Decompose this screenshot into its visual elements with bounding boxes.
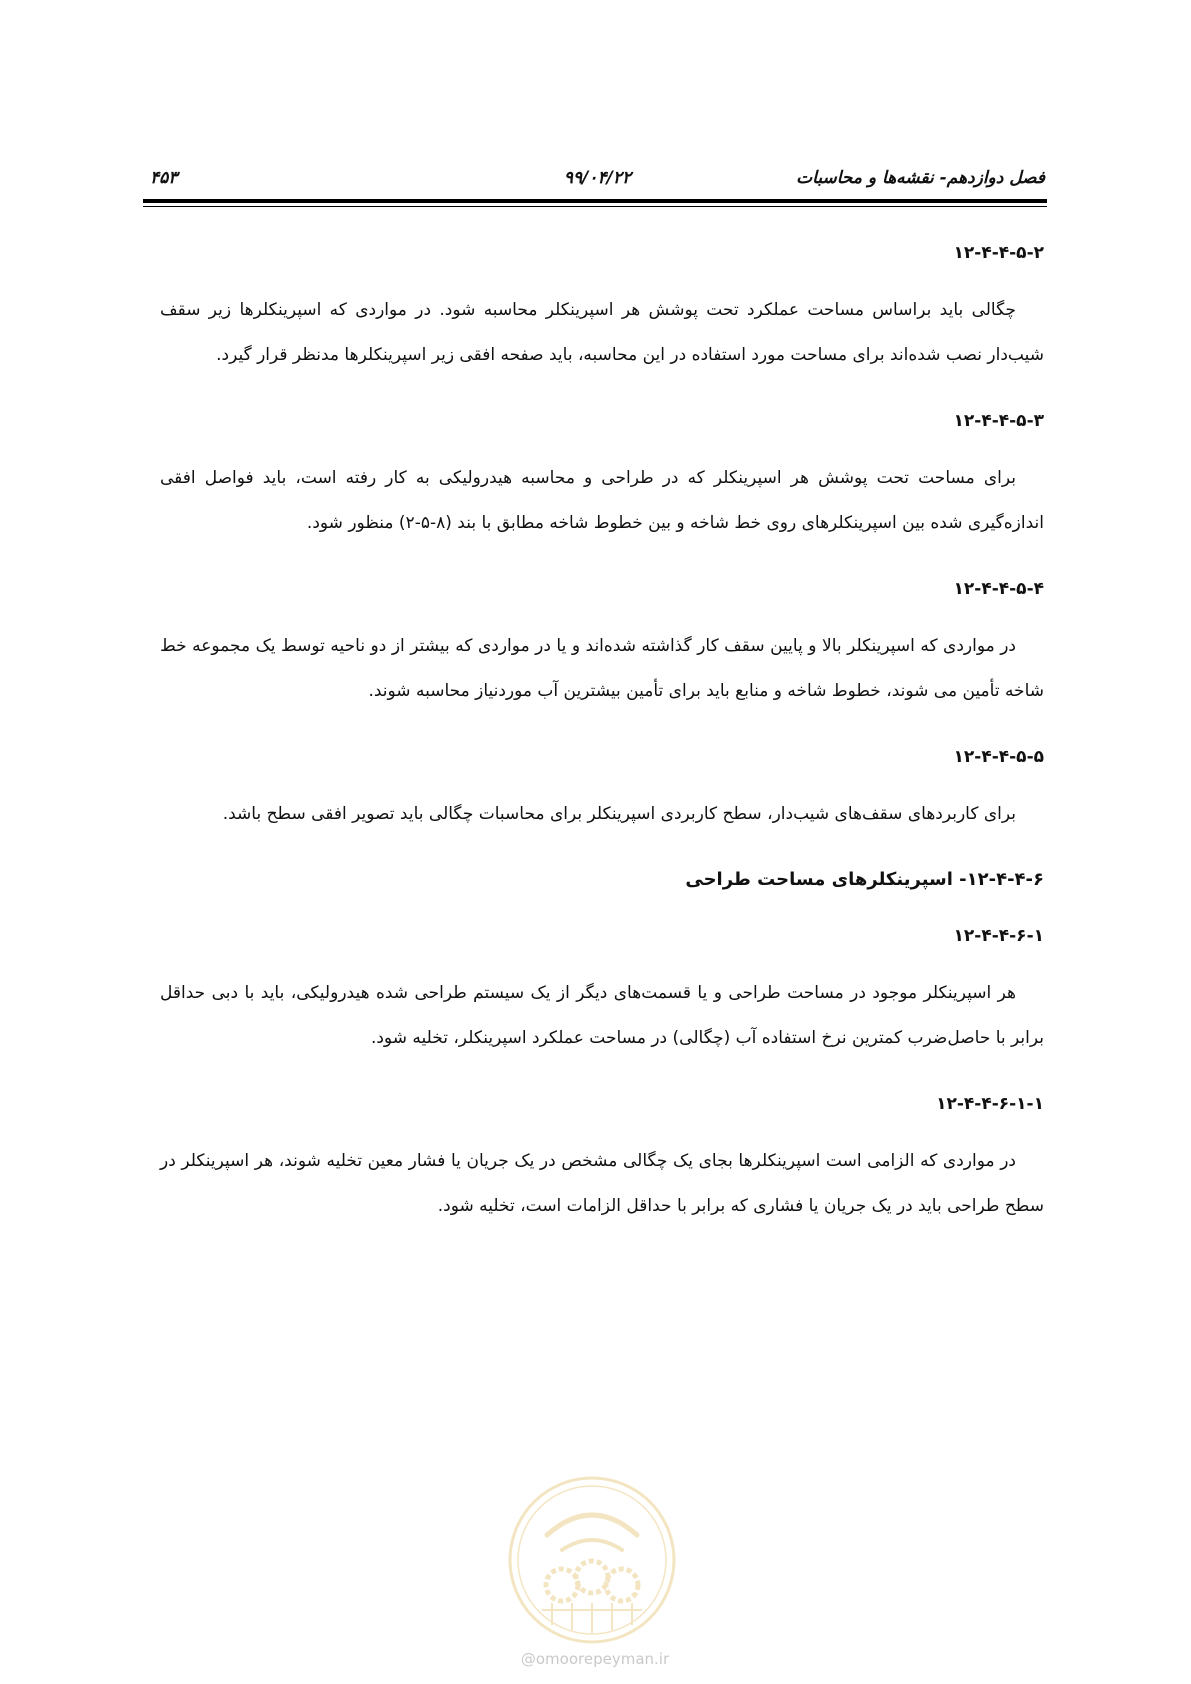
header-rule-thick xyxy=(143,199,1047,203)
page-header xyxy=(150,168,1045,194)
clause-number: ۱۲-۴-۴-۶-۱-۱ xyxy=(936,1094,1044,1114)
chapter-title: فصل دوازدهم- نقشه‌ها و محاسبات xyxy=(796,168,1045,188)
clause-paragraph: در مواردی که اسپرینکلر بالا و پایین سقف کار گذاشته شده‌اند و یا در مواردی که بیشتر از دو ناحیه توسط یک مجموعه خط شاخه تأمین می شوند، خطوط شاخه و منابع باید برای تأمین بیشترین آب موردنیاز محاسبه شوند. xyxy=(160,636,1044,701)
clause-paragraph: در مواردی که الزامی است اسپرینکلرها بجای یک چگالی مشخص در یک جریان یا فشار معین تخلیه شوند، هر اسپرینکلر در سطح طراحی باید در یک جریان یا فشاری که برابر با حداقل الزامات است، تخلیه شود. xyxy=(160,1151,1044,1216)
clause-number: ۱۲-۴-۴-۶-۱ xyxy=(953,926,1044,946)
clause-number: ۱۲-۴-۴-۵-۵ xyxy=(953,747,1044,767)
page-number: ۴۵۳ xyxy=(150,168,178,188)
clause-paragraph: چگالی باید براساس مساحت عملکرد تحت پوشش هر اسپرینکلر محاسبه شود. در مواردی که اسپرینکلرها زیر سقف شیب‌دار نصب شده‌اند برای مساحت مورد استفاده در این محاسبه، باید صفحه افقی زیر اسپرینکلرها مدنظر قرار گیرد. xyxy=(160,300,1044,365)
header-date: ۹۹/۰۴/۲۲ xyxy=(563,168,632,188)
document-body xyxy=(160,240,1044,1259)
clause-paragraph: برای کاربردهای سقف‌های شیب‌دار، سطح کاربردی اسپرینکلر برای محاسبات چگالی باید تصویر افقی سطح باشد. xyxy=(222,804,1016,824)
clause-paragraph: برای مساحت تحت پوشش هر اسپرینکلر که در طراحی و محاسبه هیدرولیکی به کار رفته است، باید فواصل افقی اندازه‌گیری شده بین اسپرینکلرهای روی خط شاخه و بین خطوط شاخه مطابق با بند (۸-۵-۲) منظور شود. xyxy=(160,468,1044,533)
clause-paragraph: هر اسپرینکلر موجود در مساحت طراحی و یا قسمت‌های دیگر از یک سیستم طراحی شده هیدرولیکی، باید با دبی حداقل برابر با حاصل‌ضرب کمترین نرخ استفاده آب (چگالی) در مساحت عملکرد اسپرینکلر، تخلیه شود. xyxy=(160,983,1044,1048)
clause-number: ۱۲-۴-۴-۵-۲ xyxy=(953,243,1044,263)
omoorepeyman-seal-icon xyxy=(507,1475,677,1645)
watermark-site: @omoorepeyman.ir xyxy=(520,1650,670,1668)
section-heading: ۱۲-۴-۴-۶- اسپرینکلرهای مساحت طراحی xyxy=(685,869,1044,890)
clause-number: ۱۲-۴-۴-۵-۴ xyxy=(953,579,1044,599)
header-rule-thin xyxy=(143,206,1047,207)
clause-number: ۱۲-۴-۴-۵-۳ xyxy=(953,411,1044,431)
